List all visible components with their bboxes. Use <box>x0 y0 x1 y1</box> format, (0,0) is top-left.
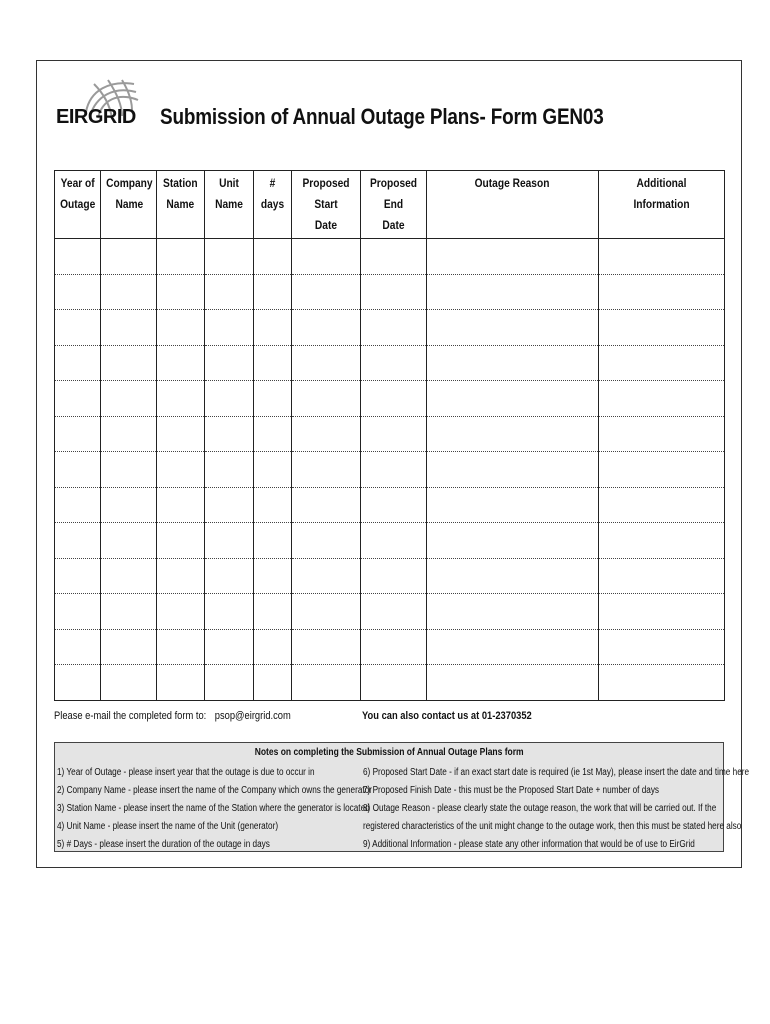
table-cell[interactable] <box>361 665 427 701</box>
notes-box <box>54 742 750 852</box>
table-cell[interactable] <box>292 452 361 488</box>
contact-phone-text: You can also contact us at 01-2370352 <box>362 710 532 722</box>
table-cell[interactable] <box>157 416 205 452</box>
table-cell[interactable] <box>55 310 101 346</box>
eirgrid-logo <box>56 76 146 136</box>
table-cell[interactable] <box>101 487 157 523</box>
table-cell[interactable] <box>205 310 254 346</box>
table-cell[interactable] <box>427 416 599 452</box>
table-cell[interactable] <box>599 274 725 310</box>
column-header: Company Name <box>101 171 157 239</box>
table-row <box>55 239 725 275</box>
table-cell[interactable] <box>101 416 157 452</box>
table-cell[interactable] <box>254 594 292 630</box>
table-cell[interactable] <box>205 558 254 594</box>
table-cell[interactable] <box>427 487 599 523</box>
table-row <box>55 345 725 381</box>
table-cell[interactable] <box>205 239 254 275</box>
table-cell[interactable] <box>157 310 205 346</box>
table-cell[interactable] <box>292 665 361 701</box>
logo-wordmark: EIRGRID <box>56 106 136 128</box>
table-cell[interactable] <box>361 452 427 488</box>
table-cell[interactable] <box>55 487 101 523</box>
table-row <box>55 594 725 630</box>
table-cell[interactable] <box>292 345 361 381</box>
table-cell[interactable] <box>292 523 361 559</box>
table-cell[interactable] <box>55 665 101 701</box>
table-cell[interactable] <box>361 629 427 665</box>
table-cell[interactable] <box>599 239 725 275</box>
table-cell[interactable] <box>427 594 599 630</box>
note-item: 3) Station Name - please insert the name of the Station where the generator is located <box>57 803 370 814</box>
column-header: Outage Reason <box>427 171 599 239</box>
table-cell[interactable] <box>205 523 254 559</box>
table-row <box>55 310 725 346</box>
table-row <box>55 487 725 523</box>
table-cell[interactable] <box>254 629 292 665</box>
table-row <box>55 558 725 594</box>
table-cell[interactable] <box>599 345 725 381</box>
table-cell[interactable] <box>361 381 427 417</box>
table-cell[interactable] <box>254 416 292 452</box>
table-cell[interactable] <box>205 629 254 665</box>
table-cell[interactable] <box>157 558 205 594</box>
table-cell[interactable] <box>101 381 157 417</box>
table-cell[interactable] <box>361 594 427 630</box>
table-cell[interactable] <box>101 594 157 630</box>
table-cell[interactable] <box>292 416 361 452</box>
table-body <box>55 239 725 701</box>
table-cell[interactable] <box>205 594 254 630</box>
table-cell[interactable] <box>205 665 254 701</box>
table-cell[interactable] <box>157 523 205 559</box>
table-cell[interactable] <box>599 629 725 665</box>
table-cell[interactable] <box>101 310 157 346</box>
table-cell[interactable] <box>101 629 157 665</box>
table-cell[interactable] <box>361 274 427 310</box>
column-header: Proposed End Date <box>361 171 427 239</box>
table-header-row <box>55 171 725 239</box>
outage-plan-table <box>54 170 725 701</box>
table-cell[interactable] <box>55 345 101 381</box>
table-cell[interactable] <box>361 487 427 523</box>
table-cell[interactable] <box>292 558 361 594</box>
email-prompt: Please e-mail the completed form to: <box>54 710 207 722</box>
notes-title: Notes on completing the Submission of Annual Outage Plans form <box>254 747 524 758</box>
table-cell[interactable] <box>427 558 599 594</box>
table-cell[interactable] <box>101 523 157 559</box>
table-cell[interactable] <box>361 523 427 559</box>
column-header: # days <box>254 171 292 239</box>
table-row <box>55 665 725 701</box>
table-cell[interactable] <box>205 274 254 310</box>
table-cell[interactable] <box>427 629 599 665</box>
table-row <box>55 452 725 488</box>
note-item: 6) Proposed Start Date - if an exact start date is required (ie 1st May), please insert the date and time here <box>363 767 750 778</box>
table-cell[interactable] <box>157 665 205 701</box>
table-cell[interactable] <box>292 274 361 310</box>
note-item: 8) Outage Reason - please clearly state the outage reason, the work that will be carried out. If the <box>363 803 717 814</box>
table-cell[interactable] <box>254 274 292 310</box>
table-cell[interactable] <box>254 381 292 417</box>
table-cell[interactable] <box>101 274 157 310</box>
table-cell[interactable] <box>157 274 205 310</box>
table-cell[interactable] <box>101 345 157 381</box>
table-cell[interactable] <box>157 452 205 488</box>
table-cell[interactable] <box>427 310 599 346</box>
email-address-link[interactable]: psop@eirgrid.com <box>214 710 291 722</box>
table-cell[interactable] <box>254 523 292 559</box>
table-cell[interactable] <box>427 274 599 310</box>
table-cell[interactable] <box>427 381 599 417</box>
table-row <box>55 381 725 417</box>
column-header: Unit Name <box>205 171 254 239</box>
table-cell[interactable] <box>157 345 205 381</box>
table-cell[interactable] <box>55 416 101 452</box>
table-cell[interactable] <box>361 416 427 452</box>
table-cell[interactable] <box>101 452 157 488</box>
table-cell[interactable] <box>55 558 101 594</box>
table-cell[interactable] <box>205 452 254 488</box>
table-cell[interactable] <box>205 381 254 417</box>
table-cell[interactable] <box>292 629 361 665</box>
table-cell[interactable] <box>427 345 599 381</box>
table-cell[interactable] <box>254 665 292 701</box>
email-instruction <box>54 710 291 722</box>
table-cell[interactable] <box>55 523 101 559</box>
table-cell[interactable] <box>599 665 725 701</box>
table-cell[interactable] <box>254 310 292 346</box>
column-header: Additional Information <box>599 171 725 239</box>
table-row <box>55 416 725 452</box>
note-item: 4) Unit Name - please insert the name of the Unit (generator) <box>57 821 279 832</box>
table-cell[interactable] <box>55 381 101 417</box>
table-cell[interactable] <box>101 558 157 594</box>
note-item: 1) Year of Outage - please insert year that the outage is due to occur in <box>57 767 315 778</box>
table-cell[interactable] <box>361 239 427 275</box>
table-cell[interactable] <box>101 665 157 701</box>
table-cell[interactable] <box>55 629 101 665</box>
table-cell[interactable] <box>427 523 599 559</box>
table-cell[interactable] <box>157 594 205 630</box>
table-cell[interactable] <box>157 381 205 417</box>
table-cell[interactable] <box>427 239 599 275</box>
table-cell[interactable] <box>292 310 361 346</box>
table-cell[interactable] <box>292 487 361 523</box>
table-cell[interactable] <box>55 452 101 488</box>
table-cell[interactable] <box>292 594 361 630</box>
note-item: 9) Additional Information - please state any other information that would be of use to EirGrid <box>363 839 695 850</box>
note-item: registered characteristics of the unit might change to the outage work, then this must be stated here also <box>363 821 742 832</box>
table-cell[interactable] <box>599 594 725 630</box>
table-cell[interactable] <box>157 629 205 665</box>
note-item: 7) Proposed Finish Date - this must be the Proposed Start Date + number of days <box>363 785 660 796</box>
table-cell[interactable] <box>254 345 292 381</box>
table-cell[interactable] <box>205 487 254 523</box>
column-header: Year of Outage <box>55 171 101 239</box>
table-cell[interactable] <box>361 558 427 594</box>
page-title: Submission of Annual Outage Plans- Form GEN03 <box>160 104 604 129</box>
table-cell[interactable] <box>599 452 725 488</box>
table-cell[interactable] <box>292 239 361 275</box>
table-cell[interactable] <box>157 239 205 275</box>
table-cell[interactable] <box>427 452 599 488</box>
table-row <box>55 629 725 665</box>
table-cell[interactable] <box>254 558 292 594</box>
column-header: Proposed Start Date <box>292 171 361 239</box>
table-cell[interactable] <box>599 416 725 452</box>
table-cell[interactable] <box>205 416 254 452</box>
table-cell[interactable] <box>55 274 101 310</box>
table-cell[interactable] <box>254 239 292 275</box>
note-item: 2) Company Name - please insert the name of the Company which owns the generator <box>57 785 372 796</box>
table-cell[interactable] <box>55 594 101 630</box>
note-item: 5) # Days - please insert the duration of the outage in days <box>57 839 270 850</box>
table-cell[interactable] <box>599 523 725 559</box>
table-cell[interactable] <box>599 310 725 346</box>
column-header: Station Name <box>157 171 205 239</box>
table-cell[interactable] <box>101 239 157 275</box>
table-row <box>55 274 725 310</box>
table-cell[interactable] <box>599 558 725 594</box>
table-cell[interactable] <box>55 239 101 275</box>
table-cell[interactable] <box>205 345 254 381</box>
table-cell[interactable] <box>361 345 427 381</box>
table-cell[interactable] <box>361 310 427 346</box>
table-cell[interactable] <box>292 381 361 417</box>
table-cell[interactable] <box>254 487 292 523</box>
table-cell[interactable] <box>599 487 725 523</box>
table-row <box>55 523 725 559</box>
table-cell[interactable] <box>254 452 292 488</box>
table-cell[interactable] <box>427 665 599 701</box>
table-cell[interactable] <box>599 381 725 417</box>
table-cell[interactable] <box>157 487 205 523</box>
